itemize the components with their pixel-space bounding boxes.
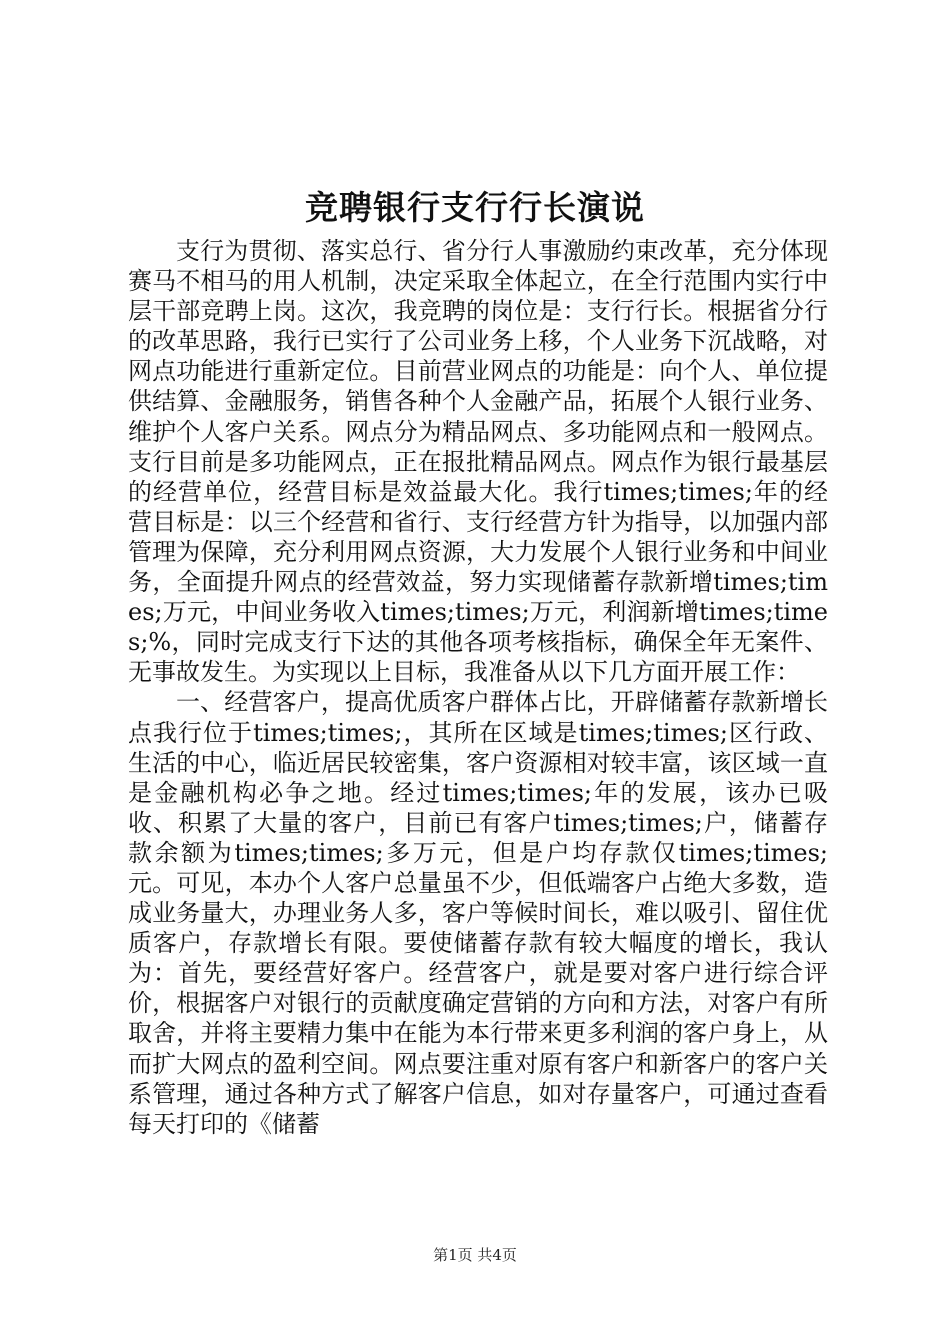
paragraph-1: 支行为贯彻、落实总行、省分行人事激励约束改革，充分体现赛马不相马的用人机制，决定采取全体起立，在全行范围内实行中层干部竞聘上岗。这次，我竞聘的岗位是：支行行长。根据省分行的改革思路，我行已实行了公司业务上移，个人业务下沉战略，对网点功能进行重新定位。目前营业网点的功能是：向个人、单位提供结算、金融服务，销售各种个人金融产品，拓展个人银行业务、维护个人客户关系。网点分为精品网点、多功能网点和一般网点。支行目前是多功能网点，正在报批精品网点。网点作为银行最基层的经营单位，经营目标是效益最大化。我行times;times;年的经营目标是：以三个经营和省行、支行经营方针为指导，以加强内部管理为保障，充分利用网点资源，大力发展个人银行业务和中间业务，全面提升网点的经营效益，努力实现储蓄存款新增times;times;万元，中间业务收入times;times;万元，利润新增times;times;%，同时完成支行下达的其他各项考核指标，确保全年无案件、无事故发生。为实现以上目标，我准备从以下几方面开展工作： <box>128 237 828 687</box>
document-body <box>128 236 828 1139</box>
paragraph-2: 一、经营客户，提高优质客户群体占比，开辟储蓄存款新增长点我行位于times;times;，其所在区域是times;times;区行政、生活的中心，临近居民较密集，客户资源相对较丰富，该区域一直是金融机构必争之地。经过times;times;年的发展，该办已吸收、积累了大量的客户，目前已有客户times;times;户，储蓄存款余额为times;times;多万元，但是户均存款仅times;times;元。可见，本办个人客户总量虽不少，但低端客户占绝大多数，造成业务量大，办理业务人多，客户等候时间长，难以吸引、留住优质客户，存款增长有限。要使储蓄存款有较大幅度的增长，我认为：首先，要经营好客户。经营客户，就是要对客户进行综合评价，根据客户对银行的贡献度确定营销的方向和方法，对客户有所取舍，并将主要精力集中在能为本行带来更多利润的客户身上，从而扩大网点的盈利空间。网点要注重对原有客户和新客户的客户关系管理，通过各种方式了解客户信息，如对存量客户，可通过查看每天打印的《储蓄 <box>128 688 828 1138</box>
page-footer: 第1页 共4页 <box>433 1246 517 1264</box>
document-title: 竞聘银行支行行长演说 <box>305 188 645 227</box>
